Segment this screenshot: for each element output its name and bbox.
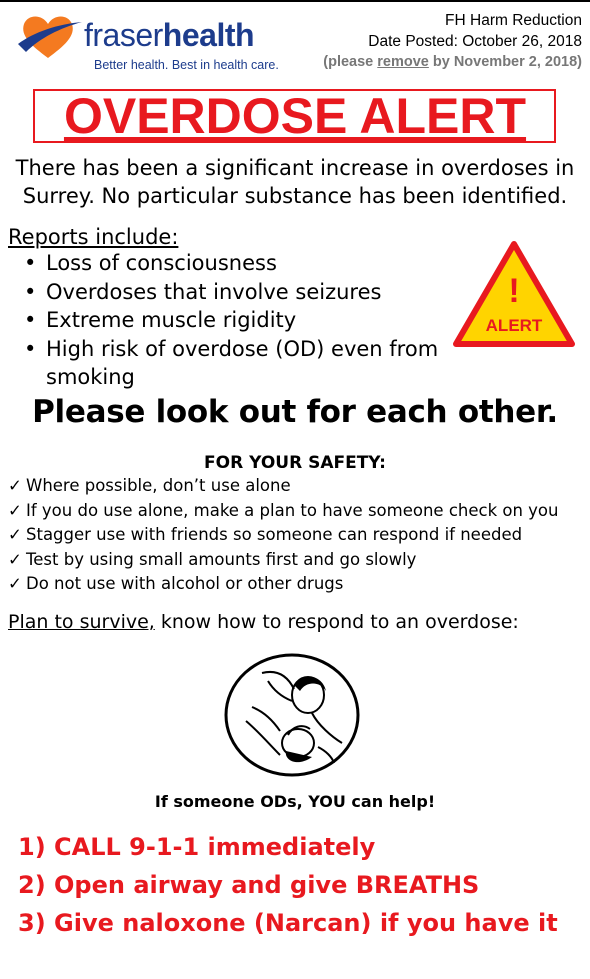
reports-list <box>20 249 450 392</box>
list-item: ✓ Test by using small amounts first and go slowly <box>8 548 558 573</box>
list-item: • High risk of overdose (OD) even from smoking <box>20 335 450 392</box>
lookout-message: Please look out for each other. <box>32 394 558 430</box>
logo-wordmark: fraserhealth <box>84 17 255 53</box>
list-item: 1) CALL 9-1-1 immediately <box>18 833 376 861</box>
list-item: ✓ Do not use with alcohol or other drugs <box>8 572 558 597</box>
list-item: ✓ Stagger use with friends so someone can respond if needed <box>8 523 558 548</box>
intro-text: There has been a significant increase in overdoses in Surrey. No particular substance has been identified. <box>15 156 575 208</box>
list-item: • Overdoses that involve seizures <box>20 278 450 307</box>
list-item: ✓ Where possible, don’t use alone <box>8 474 558 499</box>
checkmark-icon: ✓ <box>8 574 22 594</box>
alert-triangle-icon <box>452 240 576 350</box>
list-item: 2) Open airway and give BREATHS <box>18 871 480 899</box>
fraserhealth-logo <box>14 10 279 74</box>
top-rule <box>0 0 590 2</box>
alert-exclamation: ! <box>508 272 520 310</box>
checkmark-icon: ✓ <box>8 476 22 495</box>
list-item: • Extreme muscle rigidity <box>20 306 450 335</box>
checkmark-icon: ✓ <box>8 525 22 545</box>
safety-heading: FOR YOUR SAFETY: <box>204 453 386 473</box>
logo-tagline: Better health. Best in health care. <box>94 58 279 72</box>
program-name: FH Harm Reduction <box>445 12 582 29</box>
checkmark-icon: ✓ <box>8 500 22 520</box>
page-title: OVERDOSE ALERT <box>63 88 527 144</box>
plan-text: Plan to survive, know how to respond to an overdose: <box>8 611 519 633</box>
help-message: If someone ODs, YOU can help! <box>154 792 436 811</box>
response-steps <box>18 828 558 942</box>
checkmark-icon: ✓ <box>8 549 22 569</box>
list-item: 3) Give naloxone (Narcan) if you have it <box>18 909 558 937</box>
reports-heading: Reports include: <box>8 225 179 249</box>
remove-notice: (please remove by November 2, 2018) <box>323 54 582 70</box>
alert-label: ALERT <box>485 316 543 335</box>
rescue-breathing-illustration <box>222 651 362 779</box>
date-posted: Date Posted: October 26, 2018 <box>368 33 582 50</box>
posting-info <box>323 10 582 73</box>
safety-list <box>8 474 558 597</box>
heart-logo-icon <box>14 10 84 62</box>
list-item: • Loss of consciousness <box>20 249 450 278</box>
list-item: ✓ If you do use alone, make a plan to have someone check on you <box>8 499 558 524</box>
